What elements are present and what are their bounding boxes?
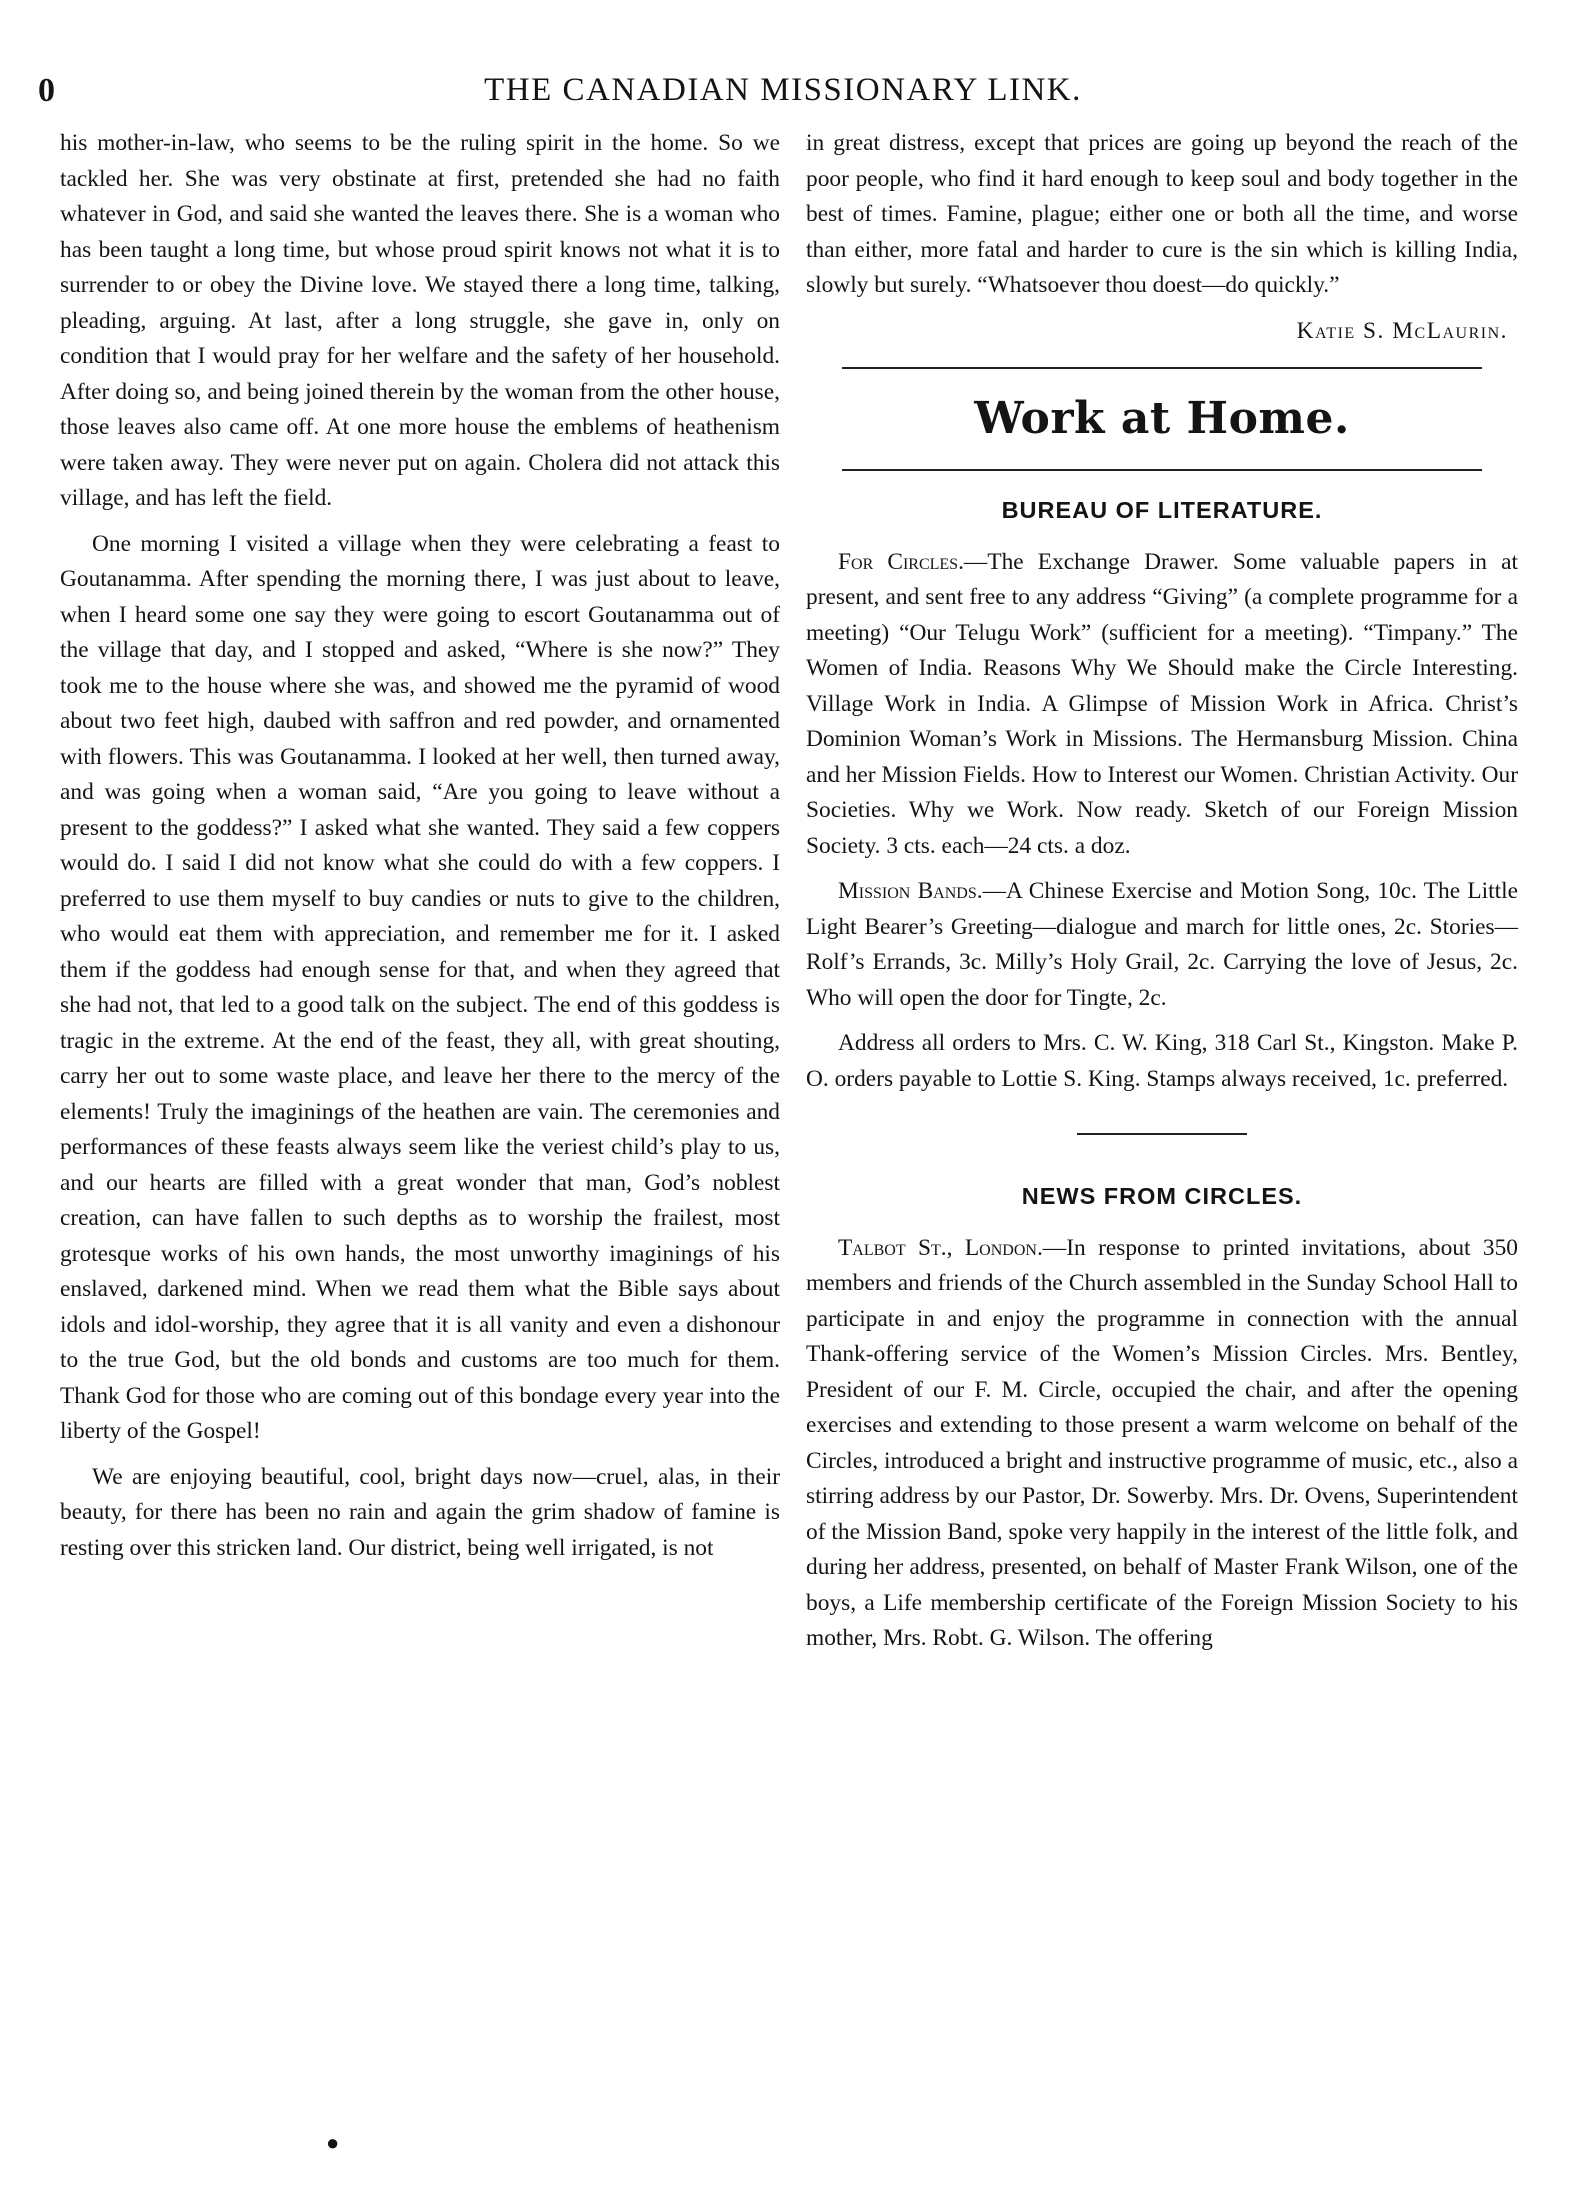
article-paragraph: We are enjoying beautiful, cool, bright days now—cruel, alas, in their beauty, for there has been no rain and again the grim shadow of famine is resting over this stricken land. Our district, being well irrigated, is not <box>60 1463 780 1561</box>
address-paragraph: Address all orders to Mrs. C. W. King, 318 Carl St., Kingston. Make P. O. orders payable to Lottie S. King. Stamps always received, 1c. preferred. <box>806 1030 1518 1092</box>
section-divider <box>842 469 1482 471</box>
bands-paragraph <box>806 874 1518 1016</box>
footer-mark: ● <box>326 2130 340 2155</box>
circles-paragraph <box>806 545 1518 865</box>
talbot-text: —In response to printed invitations, about 350 members and friends of the Church assembled in the Sunday School Hall to participate in and enjoy the programme in connection with the annual Thank-offering service of the Women’s Mission Circles. Mrs. Bentley, President of our F. M. Circle, occupied the chair, and after the opening exercises and extending to those present a warm welcome on behalf of the Circles, introduced a bright and instructive programme of music, etc., also a stirring address by our Pastor, Dr. Sowerby. Mrs. Dr. Ovens, Superintendent of the Mission Band, spoke very happily in the interest of the little folk, and during her address, presented, on behalf of Master Frank Wilson, one of the boys, a Life membership certificate of the Foreign Mission Society to his mother, Mrs. Robt. G. Wilson. The offering <box>806 1234 1518 1651</box>
section-divider <box>842 367 1482 369</box>
section-divider <box>1077 1133 1247 1135</box>
article-paragraph: his mother-in-law, who seems to be the ruling spirit in the home. So we tackled her. She was very obstinate at first, pretended she had no faith whatever in God, and said she wanted the leaves there. She is a woman who has been taught a long time, but whose proud spirit knows not what it is to surrender to or obey the Divine love. We stayed there a long time, talking, pleading, arguing. At last, after a long struggle, she gave in, only on condition that I would pray for her welfare and the safety of her household. After doing so, and being joined therein by the woman from the other house, those leaves also came off. At one more house the emblems of heathenism were taken away. They were never put on again. Cholera did not attack this village, and has left the field. <box>60 130 780 511</box>
running-title: THE CANADIAN MISSIONARY LINK. <box>484 72 1082 108</box>
circles-text: —The Exchange Drawer. Some valuable papers in at present, and sent free to any address “Giving” (a complete programme for a meeting) “Our Telugu Work” (sufficient for a meeting). “Timpany.” The Women of India. Reasons Why We Should make the Circle Interesting. Village Work in India. A Glimpse of Mission Work in Africa. Christ’s Dominion Woman’s Work in Missions. The Hermansburg Mission. China and her Mission Fields. How to Interest our Women. Christian Activity. Our Societies. Why we Work. Now ready. Sketch of our Foreign Mission Society. 3 cts. each—24 cts. a doz. <box>806 548 1518 859</box>
left-column <box>60 126 780 1576</box>
bureau-heading: BUREAU OF LITERATURE. <box>1001 497 1323 523</box>
page-number: 0 <box>38 72 55 109</box>
news-heading: NEWS FROM CIRCLES. <box>1021 1183 1303 1209</box>
bands-text: —A Chinese Exercise and Motion Song, 10c. The Little Light Bearer’s Greeting—dialogue and march for little ones, 2c. Stories—Rolf’s Errands, 3c. Milly’s Holy Grail, 2c. Carrying the love of Jesus, 2c. Who will open the door for Tingte, 2c. <box>806 878 1518 1011</box>
circles-lead: For Circles. <box>838 548 964 575</box>
right-column <box>806 126 1518 1667</box>
talbot-paragraph <box>806 1231 1518 1657</box>
article-paragraph: One morning I visited a village when they were celebrating a feast to Goutanamma. After spending the morning there, I was just about to leave, when I heard some one say they were going to escort Goutanamma out of the village that day, and I stopped and asked, “Where is she now?” They took me to the house where she was, and showed me the pyramid of wood about two feet high, daubed with saffron and red powder, and ornamented with flowers. This was Goutanamma. I looked at her well, then turned away, and was going when a woman said, “Are you going to leave without a present to the goddess?” I asked what she wanted. They said a few coppers would do. I said I did not know what she could do with a few coppers. I preferred to use them myself to buy candies or nuts to give to the children, who would eat them with appreciation, and remember me for it. I asked them if the goddess had enough sense for that, and when they agreed that she had not, that led to a good talk on the subject. The end of this goddess is tragic in the extreme. At the end of the feast, they all, with great shouting, carry her out to some waste place, and leave her there to the mercy of the elements! Truly the imaginings of the heathen are vain. The ceremonies and performances of these feasts always seem like the veriest child’s play to us, and our hearts are filled with a great wonder that man, God’s noblest creation, can have fallen to such depths as to worship the frailest, most grotesque works of his own hands, the most unworthy imaginings of his enslaved, darkened mind. When we read them what the Bible says about idols and idol-worship, they agree that it is all vanity and even a dishonour to the true God, but the old bonds and customs are too much for them. Thank God for those who are coming out of this bondage every year into the liberty of the Gospel! <box>60 530 780 1444</box>
bands-lead: Mission Bands. <box>838 878 983 904</box>
article-signature: Katie S. McLaurin. <box>1296 317 1508 344</box>
talbot-lead: Talbot St., London. <box>838 1234 1043 1261</box>
section-title: Work at Home. <box>974 393 1350 444</box>
article-continuation: in great distress, except that prices are going up beyond the reach of the poor people, who find it hard enough to keep soul and body together in the best of times. Famine, plague; either one or both all the time, and worse than either, more fatal and harder to cure is the sin which is killing India, slowly but surely. “Whatsoever thou doest—do quickly.” <box>806 130 1518 298</box>
page-header <box>38 72 1528 122</box>
